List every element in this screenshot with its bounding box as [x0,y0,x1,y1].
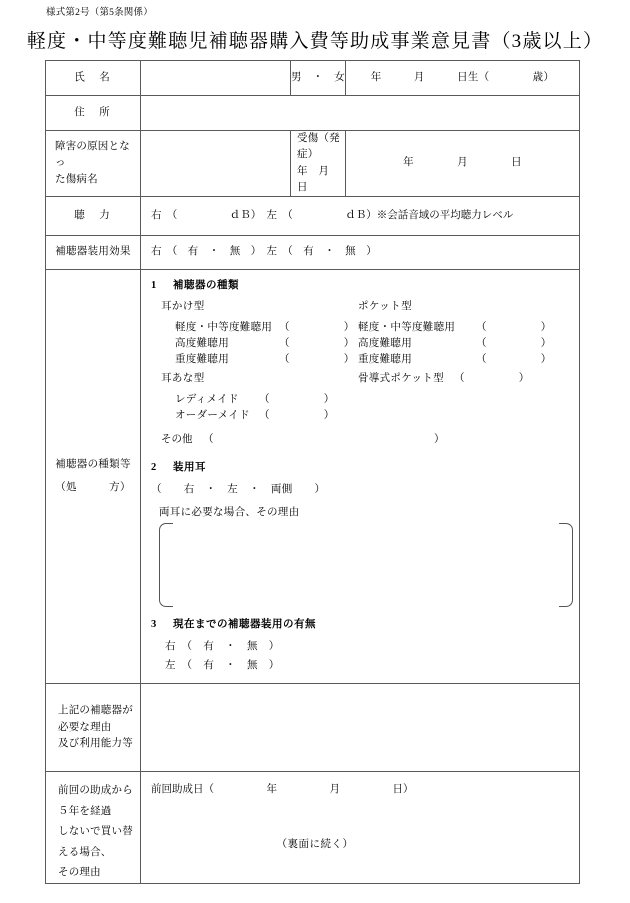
kinds-label-line1: 補聴器の種類等 [55,459,131,471]
injury-date-field[interactable]: 年 月 日 [346,131,580,197]
table-row-hearing [46,197,580,236]
hearing-value-field[interactable]: 右 （ ｄＢ） 左 （ ｄＢ）※会話音域の平均聴力レベル [141,197,580,236]
pocket-option-mild[interactable] [358,320,598,336]
section1-type-columns [151,299,579,363]
behind-ear-option-mild-paren[interactable]: （ ） [279,321,355,333]
in-ear-option-readymade[interactable] [161,392,376,408]
bone-conduction-label: 骨導式ポケット型 [358,373,444,385]
behind-ear-option-severe-paren[interactable]: （ ） [279,337,355,349]
bone-conduction-option[interactable] [358,371,598,385]
injury-date-label [291,131,346,197]
injury-date-label-line1: 受傷（発症） [297,133,340,161]
table-row-disease [46,131,580,197]
section3-title: 現在までの補聴器装用の有無 [173,619,316,631]
in-ear-option-custommade-label: オーダーメイド [175,409,250,421]
table-row-reason-need [46,684,580,772]
bone-conduction-paren[interactable]: （ ） [454,373,530,385]
disease-label-line2: た傷病名 [55,173,98,185]
name-label: 氏 名 [46,61,141,96]
table-row-kinds [46,270,580,684]
section3-heading [151,617,579,633]
table-row-repurchase [46,772,580,884]
pocket-option-profound-paren[interactable]: （ ） [476,353,552,365]
kinds-content [141,270,580,684]
section2-block [151,460,579,607]
pocket-option-severe-label: 高度難聴用 [358,337,412,349]
section2-heading [151,460,579,476]
other-type-paren[interactable]: （ ） [203,434,445,446]
section2-reason-area[interactable] [159,523,579,607]
name-value-field[interactable] [141,61,291,96]
section3-block [151,617,579,675]
pocket-option-profound[interactable] [358,352,598,368]
section3-left-choice[interactable]: 左 （ 有 ・ 無 ） [165,659,280,671]
behind-ear-option-severe-label: 高度難聴用 [175,337,229,349]
reason-need-value-field[interactable] [141,684,580,772]
behind-ear-option-profound-paren[interactable]: （ ） [279,353,355,365]
pocket-option-mild-label: 軽度・中等度難聴用 [358,321,456,333]
other-type-row[interactable] [151,432,579,450]
disease-label-line1: 障害の原因となっ [55,141,130,169]
table-row-effect [46,236,580,270]
disease-label [46,131,141,197]
pocket-option-severe[interactable] [358,336,598,352]
repurchase-label [46,772,141,884]
in-ear-option-readymade-paren[interactable]: （ ） [259,393,335,405]
section2-reason-label: 両耳に必要な場合、その理由 [159,506,300,518]
table-row-name [46,61,580,96]
reason-need-label [46,684,141,772]
section1-title: 補聴器の種類 [173,280,239,292]
page-title: 軽度・中等度難聴児補聴器購入費等助成事業意見書（3歳以上） [26,31,604,52]
section1-inear-columns [151,371,579,423]
pocket-option-mild-paren[interactable]: （ ） [476,321,552,333]
behind-ear-option-profound[interactable] [161,352,376,368]
section3-number: 3 [151,619,157,631]
reason-need-label-line2: 及び利用能力等 [58,737,133,749]
hearing-label: 聴 力 [46,197,141,236]
behind-ear-option-mild-label: 軽度・中等度難聴用 [175,321,273,333]
kinds-label [46,270,141,684]
gender-choice[interactable]: 男 ・ 女 [291,61,346,96]
pocket-option-severe-paren[interactable]: （ ） [476,337,552,349]
behind-ear-option-profound-label: 重度難聴用 [175,353,229,365]
in-ear-option-readymade-label: レディメイド [175,393,239,405]
address-label: 住 所 [46,96,141,131]
table-row-address [46,96,580,131]
section2-number: 2 [151,462,157,474]
behind-ear-option-severe[interactable] [161,336,376,352]
bracket-right-icon [559,523,573,607]
form-number: 様式第2号（第5条関係） [46,8,153,18]
section3-right-choice[interactable]: 右 （ 有 ・ 無 ） [165,641,280,653]
in-ear-title: 耳あな型 [161,373,205,385]
repurchase-label-line2: しないで買い替える場合、 [58,826,133,858]
effect-label: 補聴器装用効果 [46,236,141,270]
disease-value-field[interactable] [141,131,291,197]
pocket-column [358,299,598,367]
behind-ear-option-mild[interactable] [161,320,376,336]
kinds-label-line2: （処 方） [55,481,131,493]
address-value-field[interactable] [141,96,580,131]
effect-value-field[interactable]: 右 （ 有 ・ 無 ） 左 （ 有 ・ 無 ） [141,236,580,270]
repurchase-value-field[interactable]: 前回助成日（ 年 月 日） [141,772,580,884]
behind-ear-title: 耳かけ型 [161,301,205,313]
opinion-form-table [45,60,580,884]
bone-conduction-column [358,371,598,385]
section1-heading [151,278,579,294]
in-ear-column [161,371,376,423]
section2-title: 装用耳 [173,462,206,474]
in-ear-option-custommade-paren[interactable]: （ ） [259,409,335,421]
section1-number: 1 [151,280,157,292]
injury-date-label-line2: 年 月 日 [297,165,340,193]
repurchase-label-line3: その理由 [58,867,101,879]
bracket-left-icon [159,523,173,607]
reason-need-label-line1: 上記の補聴器が必要な理由 [58,705,133,733]
section2-ear-choice[interactable]: （ 右 ・ 左 ・ 両側 ） [151,483,326,495]
in-ear-option-custommade[interactable] [161,408,376,424]
repurchase-label-line1: 前回の助成から５年を経過 [58,785,133,817]
pocket-option-profound-label: 重度難聴用 [358,353,412,365]
birthdate-field[interactable]: 年 月 日生（ 歳） [346,61,580,96]
footer-note: （裏面に続く） [276,839,354,850]
behind-ear-column [161,299,376,367]
other-type-label: その他 [161,434,193,446]
pocket-title: ポケット型 [358,301,412,313]
